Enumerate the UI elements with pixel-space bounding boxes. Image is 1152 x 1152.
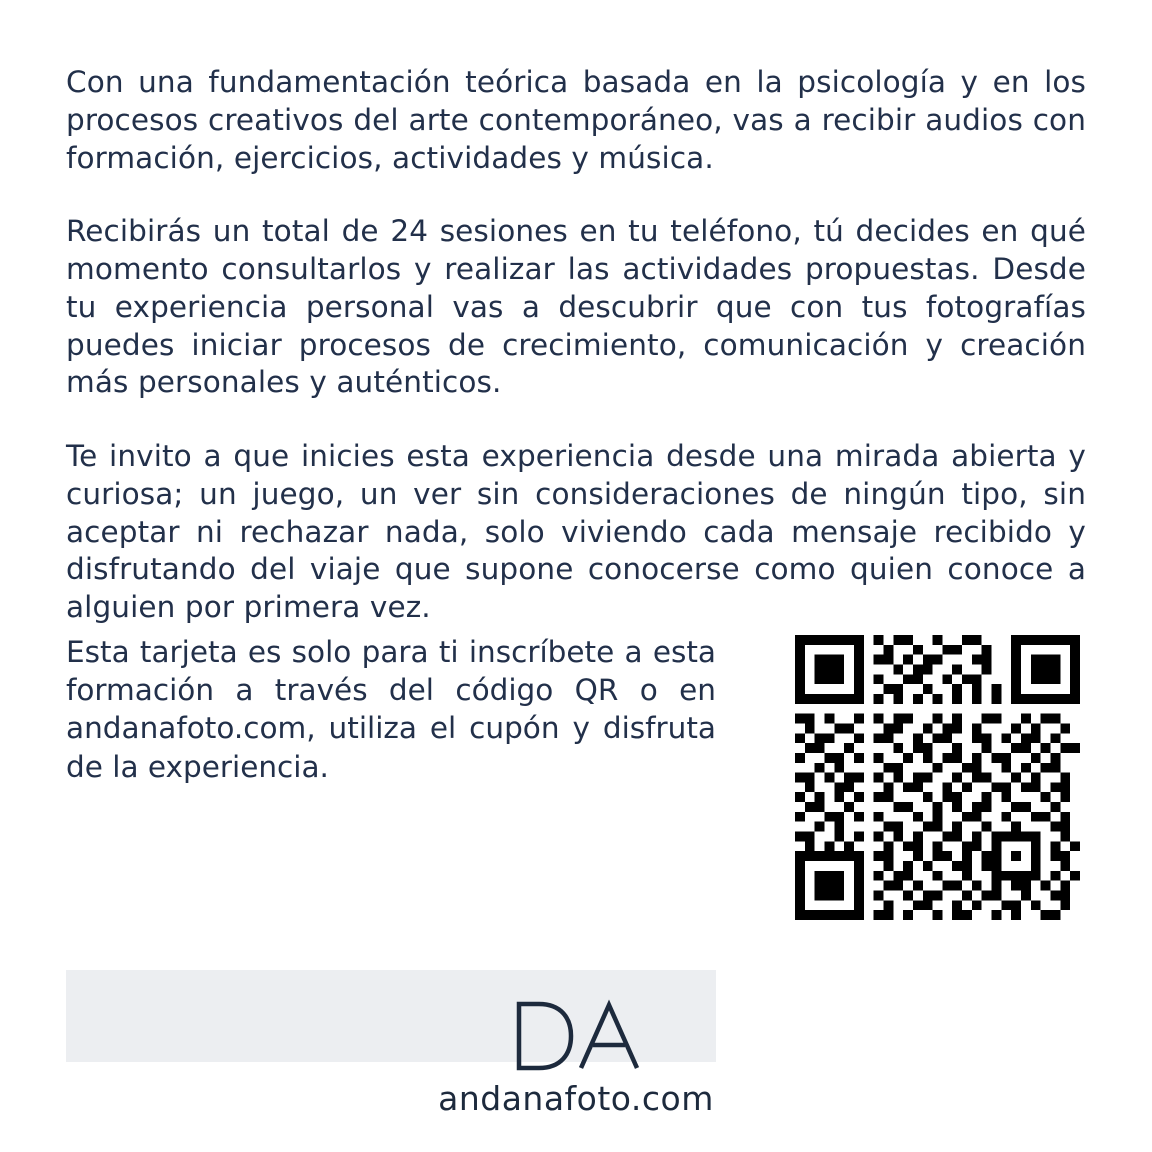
- cta-and-qr-row: [66, 633, 1086, 920]
- paragraph-2: Recibirás un total de 24 sesiones en tu teléfono, tú decides en qué momento consultarlos y realizar las actividades propuestas. Desde tu experiencia personal vas a descubrir que con tus fotografías puedes iniciar procesos de crecimiento, comunicación y creación más personales y auténticos.: [66, 214, 1086, 400]
- paragraph-3: Te invito a que inicies esta experiencia desde una mirada abierta y curiosa; un juego, un ver sin consideraciones de ningún tipo, sin aceptar ni rechazar nada, solo viviendo cada mensaje recibido y disfrutando del viaje que supone conocerse como quien conoce a alguien por primera vez.: [66, 439, 1086, 624]
- footer: [0, 999, 1152, 1118]
- qr-code-icon: [795, 635, 1080, 920]
- qr-code[interactable]: [795, 635, 1080, 920]
- paragraph-1: Con una fundamentación teórica basada en la psicología y en los procesos creativos del arte contemporáneo, vas a recibir audios con formación, ejercicios, actividades y música.: [66, 65, 1086, 175]
- cta-block: [66, 633, 716, 786]
- cta-text: Esta tarjeta es solo para ti inscríbete a esta formación a través del código QR o en andanafoto.com, utiliza el cupón y disfruta de la experiencia.: [66, 634, 716, 784]
- da-logo-icon: [509, 999, 644, 1073]
- footer-website: andanafoto.com: [438, 1079, 714, 1118]
- body-copy: [66, 64, 1086, 627]
